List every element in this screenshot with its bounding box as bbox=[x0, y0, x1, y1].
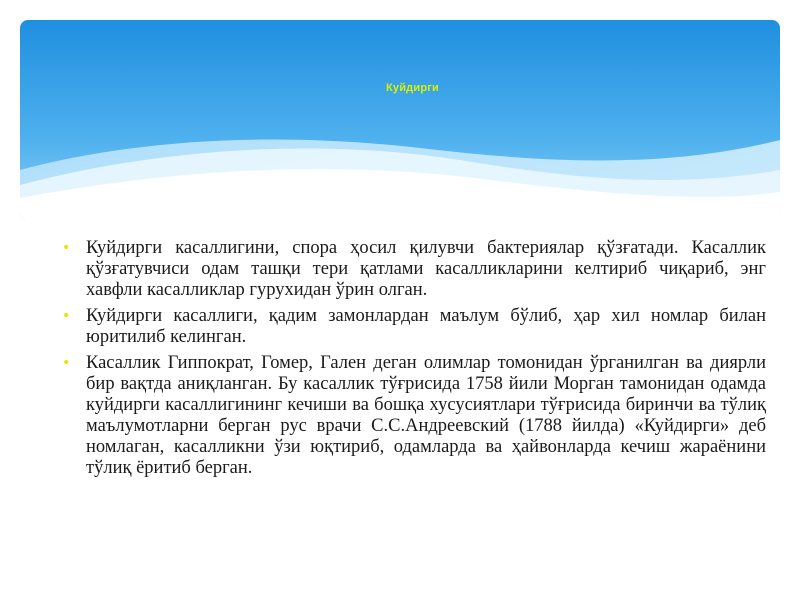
sky-wave-background bbox=[20, 20, 780, 220]
bullet-text: Куйдирги касаллигини, спора ҳосил қилувчи бактериялар қўзғатади. Касаллик қўзғатувчиси одам ташқи тери қатлами касалликларини келтириб чиқариб, энг хавфли касалликлар гурухидан ўрин олган. bbox=[86, 238, 766, 300]
bullet-text: Касаллик Гиппократ, Гомер, Гален деган олимлар томонидан ўрганилган ва диярли бир вақтда аниқланган. Бу касаллик тўғрисида 1758 йили Морган тамонидан одамда куйдирги касаллигининг кечиши ва бошқа хусусиятлари тўғрисида биринчи ва тўлиқ маълумотларни берган рус врачи С.С.Андреевский (1788 йилда) «Куйдирги» деб номлаган, касалликни ўзи юқтириб, одамларда ва ҳайвонларда кечиш жараёнини тўлиқ ёритиб берган. bbox=[86, 353, 766, 478]
bullet-list bbox=[62, 238, 766, 484]
bullet-dot-icon: • bbox=[62, 355, 71, 371]
bullet-dot-icon: • bbox=[62, 240, 71, 256]
header-banner bbox=[20, 20, 780, 220]
slide-title: Куйдирги bbox=[385, 82, 439, 94]
bullet-text: Куйдирги касаллиги, қадим замонлардан маълум бўлиб, ҳар хил номлар билан юритилиб келинган. bbox=[86, 306, 766, 347]
list-item bbox=[62, 238, 766, 301]
list-item bbox=[62, 353, 766, 479]
list-item bbox=[62, 306, 766, 348]
bullet-dot-icon: • bbox=[62, 308, 71, 324]
